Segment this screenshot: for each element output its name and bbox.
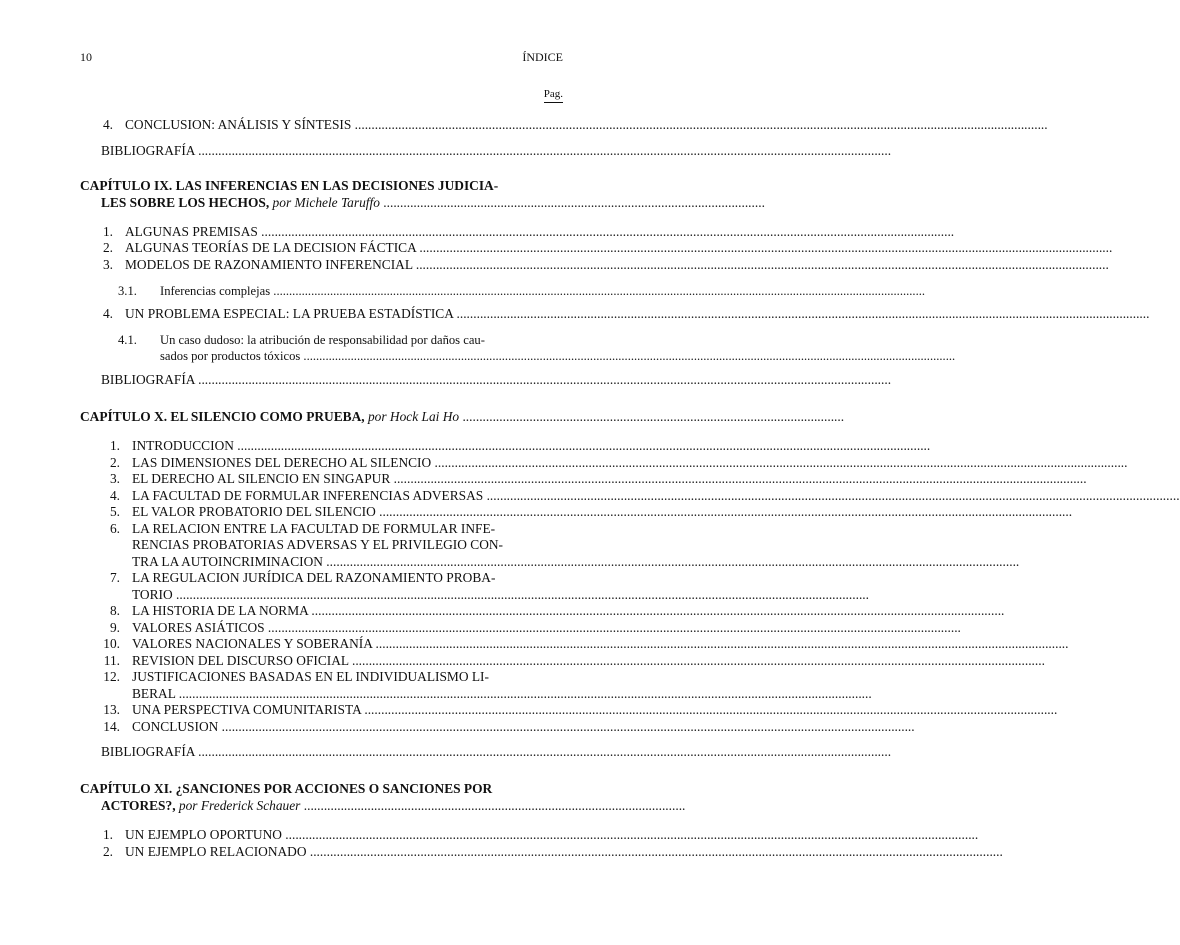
page-number: 10 [80,50,92,64]
document-page: 10 ÍNDICE Pag. 4. CONCLUSION: ANÁLISIS Y SÍNTESIS ..... BIBLIOGRAFÍA ..... CAPÍTULO IX. LAS INFERENCIAS EN LAS DECISIONES JUDICIA- LES SOBRE LOS HECHOS, por Michele Taruffo .................................................................................................................. 1. ALGUNAS PREMISAS ..... 2. ALGUNAS TEORÍAS DE LA DECISION FÁCTICA ..... 3. MODELOS DE RAZONAMIENTO INFERENCIAL ..... 3.1. Inferencias complejas ..... 4. UN PROBLEMA ESPECIAL: LA PRUEBA ESTADÍSTICA ..... 4.1. Un caso dudoso: la atribución de responsabilidad por daños cau- sados por productos tóxicos ..... BIBLIOGRAFÍA ..... CAPÍTULO X. EL SILENCIO COMO PRUEBA, por Hock Lai Ho .................................................................................................................. 1. INTRODUCCION ..... 2. LAS DIMENSIONES DEL DERECHO AL SILENCIO ..... 3. EL DERECHO AL SILENCIO EN SINGAPUR ..... 4. LA FACULTAD DE FORMULAR INFERENCIAS ADVERSAS ..... 5. EL VALOR PROBATORIO DEL SILENCIO ..... 6. LA RELACION ENTRE LA FACULTAD DE FORMULAR INFE- RENCIAS PROBATORIAS ADVERSAS Y EL PRIVILEGIO CON- TRA LA AUTOINCRIMINACION ..... 7. LA REGULACION JURÍDICA DEL RAZONAMIENTO PROBA- TORIO ..... 8. LA HISTORIA DE LA NORMA ..... 9. VALORES ASIÁTICOS ..... 10. VALORES NACIONALES Y SOBERANÍA ..... 11. REVISION DEL DISCURSO OFICIAL ..... 12. JUSTIFICACIONES BASADAS EN EL INDIVIDUALISMO LI- BERAL ..... 13. UNA PERSPECTIVA COMUNITARISTA ..... 14. CONCLUSION ..... BIBLIOGRAFÍA ..... CAPÍTULO XI. ¿SANCIONES POR ACCIONES O SANCIONES POR ACTORES?, por Frederick Schauer .................................................................................................................. 1. UN EJEMPLO OPORTUNO ..... 2. UN EJEMPLO RELACIONADO ..... [0,0,644,945]
running-header [80,50,563,66]
chapter-author: por Frederick Schauer [178,798,301,813]
chapter-author: por Michele Taruffo [272,195,380,210]
page-column-label: Pag. [544,88,563,103]
chapter-author: por Hock Lai Ho [367,409,460,424]
running-title: ÍNDICE [522,50,563,64]
